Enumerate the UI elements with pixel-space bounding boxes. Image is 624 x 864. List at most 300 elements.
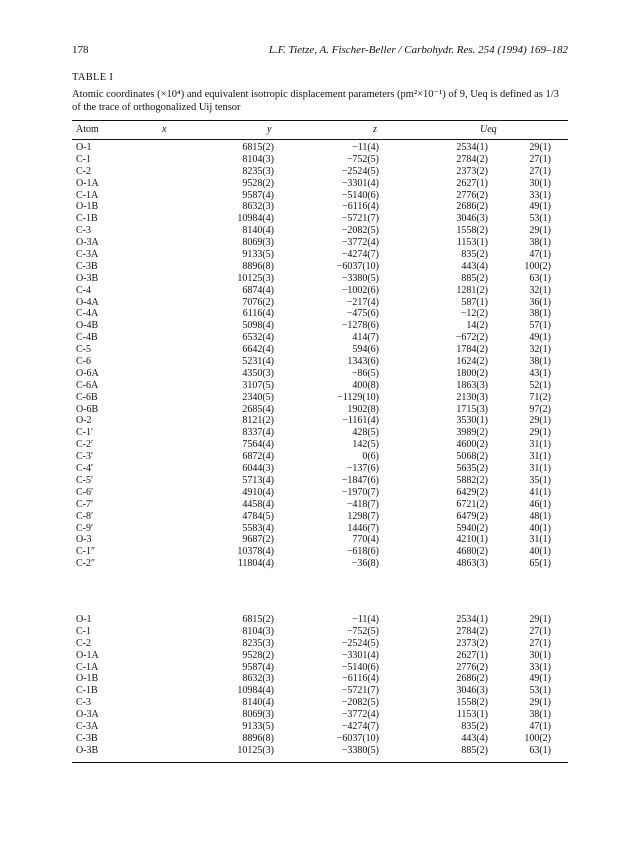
cell-y: −1002(6) (341, 284, 379, 296)
cell-atom: C-3′ (76, 451, 94, 463)
cell-atom: O-3B (76, 272, 99, 284)
cell-z: 5068(2) (456, 451, 488, 463)
cell-atom: C-6 (76, 356, 91, 368)
cell-z: 2686(2) (456, 201, 488, 213)
cell-atom: C-9′ (76, 522, 94, 534)
cell-x: 10125(3) (237, 272, 274, 284)
cell-x: 9133(5) (242, 721, 274, 733)
table-row (72, 523, 568, 535)
cell-ueq: 53(1) (529, 213, 551, 225)
cell-y: −3301(4) (341, 649, 379, 661)
table-label: TABLE I (72, 72, 114, 83)
table-row (72, 178, 568, 190)
journal-reference: L.F. Tietze, A. Fischer-Beller / Carbohydr. Res. 254 (1994) 169–182 (268, 44, 568, 56)
cell-x: 8896(8) (242, 732, 274, 744)
cell-y: −2524(5) (341, 637, 379, 649)
cell-atom: C-1B (76, 213, 98, 225)
cell-atom: C-5′ (76, 474, 94, 486)
cell-z: 2627(1) (456, 177, 488, 189)
cell-y: 400(8) (352, 379, 379, 391)
cell-y: −137(6) (346, 463, 379, 475)
table-row (72, 614, 568, 626)
cell-atom: C-1B (76, 685, 98, 697)
cell-atom: C-3 (76, 697, 91, 709)
cell-ueq: 32(1) (529, 284, 551, 296)
cell-ueq: 29(1) (529, 225, 551, 237)
cell-atom: O-3 (76, 534, 92, 546)
cell-ueq: 41(1) (529, 486, 551, 498)
cell-x: 8140(4) (242, 697, 274, 709)
cell-x: 5583(4) (242, 522, 274, 534)
cell-z: 1153(1) (456, 237, 488, 249)
table-body-section-1 (72, 142, 568, 570)
cell-z: 3989(2) (456, 427, 488, 439)
table-row (72, 662, 568, 674)
cell-ueq: 49(1) (529, 201, 551, 213)
cell-x: 6815(2) (242, 142, 274, 153)
cell-ueq: 30(1) (529, 177, 551, 189)
cell-ueq: 33(1) (529, 189, 551, 201)
table-row (72, 392, 568, 404)
cell-z: 5882(2) (456, 474, 488, 486)
table-row (72, 733, 568, 745)
table-row (72, 368, 568, 380)
cell-x: 4350(3) (242, 367, 274, 379)
cell-z: 3046(3) (456, 213, 488, 225)
cell-atom: C-6′ (76, 486, 94, 498)
cell-ueq: 63(1) (529, 744, 551, 756)
cell-atom: C-4′ (76, 463, 94, 475)
cell-atom: O-1A (76, 177, 99, 189)
table-row (72, 546, 568, 558)
cell-x: 5713(4) (242, 474, 274, 486)
cell-ueq: 43(1) (529, 367, 551, 379)
cell-atom: C-7′ (76, 498, 94, 510)
table-row (72, 190, 568, 202)
cell-z: 14(2) (466, 320, 488, 332)
cell-z: 835(2) (461, 721, 488, 733)
cell-x: 4458(4) (242, 498, 274, 510)
cell-z: 4210(1) (456, 534, 488, 546)
cell-ueq: 33(1) (529, 661, 551, 673)
cell-z: 3046(3) (456, 685, 488, 697)
cell-atom: C-2 (76, 637, 91, 649)
cell-y: −6037(10) (336, 732, 379, 744)
table-row (72, 709, 568, 721)
cell-atom: C-4 (76, 284, 91, 296)
cell-atom: C-1 (76, 625, 91, 637)
cell-z: 6721(2) (456, 498, 488, 510)
cell-z: −12(2) (460, 308, 488, 320)
cell-x: 9687(2) (242, 534, 274, 546)
table-row (72, 154, 568, 166)
cell-z: 1784(2) (456, 344, 488, 356)
cell-z: 4600(2) (456, 439, 488, 451)
table-bottom-rule (72, 762, 568, 763)
cell-x: 4910(4) (242, 486, 274, 498)
cell-atom: C-1A (76, 661, 99, 673)
cell-atom: C-1A (76, 189, 99, 201)
cell-ueq: 29(1) (529, 415, 551, 427)
cell-atom: O-1A (76, 649, 99, 661)
cell-ueq: 49(1) (529, 332, 551, 344)
cell-atom: C-1″ (76, 546, 96, 558)
cell-z: 5635(2) (456, 463, 488, 475)
table-row (72, 166, 568, 178)
table-row (72, 380, 568, 392)
table-row (72, 237, 568, 249)
cell-y: −2082(5) (341, 225, 379, 237)
cell-x: 8632(3) (242, 201, 274, 213)
cell-z: −672(2) (455, 332, 488, 344)
cell-ueq: 36(1) (529, 296, 551, 308)
cell-atom: C-2′ (76, 439, 94, 451)
cell-z: 835(2) (461, 249, 488, 261)
table-row (72, 499, 568, 511)
cell-y: −3380(5) (341, 272, 379, 284)
cell-ueq: 31(1) (529, 439, 551, 451)
cell-atom: C-6B (76, 391, 98, 403)
table-row (72, 511, 568, 523)
cell-ueq: 100(2) (524, 732, 551, 744)
cell-ueq: 38(1) (529, 237, 551, 249)
cell-x: 2340(5) (242, 391, 274, 403)
cell-ueq: 53(1) (529, 685, 551, 697)
cell-x: 8121(2) (242, 415, 274, 427)
cell-x: 6116(4) (242, 308, 274, 320)
cell-atom: C-3A (76, 249, 99, 261)
cell-ueq: 57(1) (529, 320, 551, 332)
cell-ueq: 40(1) (529, 522, 551, 534)
cell-x: 9587(4) (242, 189, 274, 201)
cell-x: 8104(3) (242, 625, 274, 637)
cell-x: 9528(2) (242, 649, 274, 661)
cell-y: −752(5) (346, 625, 379, 637)
cell-y: −86(5) (351, 367, 379, 379)
cell-ueq: 97(2) (529, 403, 551, 415)
cell-atom: O-4A (76, 296, 99, 308)
cell-atom: O-1B (76, 673, 99, 685)
table-caption: Atomic coordinates (×10⁴) and equivalent isotropic displacement parameters (pm²×10⁻¹) of 9, Ueq is defined as 1/3 of the trace of orthogonalized Uij tensor (72, 89, 559, 113)
cell-y: −217(4) (346, 296, 379, 308)
cell-x: 6642(4) (242, 344, 274, 356)
table-row (72, 439, 568, 451)
cell-ueq: 31(1) (529, 463, 551, 475)
table-row (72, 249, 568, 261)
cell-atom: C-2 (76, 165, 91, 177)
cell-x: 8235(3) (242, 637, 274, 649)
table-row (72, 427, 568, 439)
cell-y: −475(6) (346, 308, 379, 320)
cell-atom: C-3 (76, 225, 91, 237)
cell-y: 0(6) (362, 451, 379, 463)
cell-y: −5140(6) (341, 661, 379, 673)
cell-z: 1624(2) (456, 356, 488, 368)
table-row (72, 451, 568, 463)
cell-ueq: 31(1) (529, 451, 551, 463)
cell-x: 10984(4) (237, 213, 274, 225)
cell-atom: O-6B (76, 403, 99, 415)
cell-ueq: 35(1) (529, 474, 551, 486)
cell-atom: O-1 (76, 614, 92, 625)
table-row (72, 745, 568, 757)
cell-y: −11(4) (352, 614, 379, 625)
cell-z: 1715(3) (456, 403, 488, 415)
cell-x: 6874(4) (242, 284, 274, 296)
cell-z: 2686(2) (456, 673, 488, 685)
table-body-section-2 (72, 614, 568, 757)
cell-z: 443(4) (461, 260, 488, 272)
cell-y: −752(5) (346, 153, 379, 165)
cell-z: 885(2) (461, 272, 488, 284)
table-row (72, 475, 568, 487)
cell-atom: C-3B (76, 732, 98, 744)
cell-y: 142(5) (352, 439, 379, 451)
cell-y: −618(6) (346, 546, 379, 558)
cell-ueq: 29(1) (529, 427, 551, 439)
table-row (72, 308, 568, 320)
cell-ueq: 65(1) (529, 558, 551, 570)
table-row (72, 638, 568, 650)
cell-ueq: 32(1) (529, 344, 551, 356)
cell-z: 4680(2) (456, 546, 488, 558)
table-row (72, 685, 568, 697)
cell-atom: C-5 (76, 344, 91, 356)
cell-y: −3380(5) (341, 744, 379, 756)
cell-z: 2627(1) (456, 649, 488, 661)
cell-ueq: 49(1) (529, 673, 551, 685)
cell-z: 2534(1) (456, 614, 488, 625)
table-row (72, 261, 568, 273)
cell-ueq: 27(1) (529, 165, 551, 177)
column-header-atom: Atom (76, 124, 99, 135)
cell-x: 8069(3) (242, 709, 274, 721)
cell-y: −6116(4) (342, 201, 379, 213)
cell-ueq: 46(1) (529, 498, 551, 510)
cell-x: 7564(4) (242, 439, 274, 451)
cell-atom: C-3A (76, 721, 99, 733)
table-row (72, 320, 568, 332)
cell-y: −6116(4) (342, 673, 379, 685)
cell-y: −5140(6) (341, 189, 379, 201)
table-row (72, 201, 568, 213)
cell-z: 5940(2) (456, 522, 488, 534)
cell-atom: C-1 (76, 153, 91, 165)
cell-z: 1558(2) (456, 697, 488, 709)
table-row (72, 356, 568, 368)
cell-ueq: 71(2) (529, 391, 551, 403)
cell-x: 11804(4) (237, 558, 274, 570)
cell-z: 2373(2) (456, 165, 488, 177)
table-row (72, 463, 568, 475)
cell-x: 6815(2) (242, 614, 274, 625)
cell-y: −5721(7) (341, 213, 379, 225)
table-row (72, 650, 568, 662)
cell-y: −1161(4) (342, 415, 379, 427)
cell-ueq: 47(1) (529, 249, 551, 261)
cell-y: −2082(5) (341, 697, 379, 709)
table-row (72, 404, 568, 416)
cell-atom: C-4B (76, 332, 98, 344)
cell-atom: O-4B (76, 320, 99, 332)
cell-atom: O-3A (76, 709, 99, 721)
cell-z: 885(2) (461, 744, 488, 756)
cell-z: 2776(2) (456, 189, 488, 201)
table-header-rule (72, 139, 568, 140)
cell-z: 443(4) (461, 732, 488, 744)
table-row (72, 415, 568, 427)
cell-ueq: 40(1) (529, 546, 551, 558)
cell-z: 2776(2) (456, 661, 488, 673)
cell-x: 5231(4) (242, 356, 274, 368)
cell-x: 8104(3) (242, 153, 274, 165)
cell-y: −418(7) (346, 498, 379, 510)
cell-x: 10125(3) (237, 744, 274, 756)
cell-z: 1863(3) (456, 379, 488, 391)
cell-ueq: 48(1) (529, 510, 551, 522)
cell-z: 2373(2) (456, 637, 488, 649)
cell-atom: C-3B (76, 260, 98, 272)
cell-x: 2685(4) (242, 403, 274, 415)
cell-x: 6044(3) (242, 463, 274, 475)
cell-y: 1343(6) (347, 356, 379, 368)
cell-ueq: 38(1) (529, 356, 551, 368)
cell-z: 2534(1) (456, 142, 488, 153)
cell-z: 1800(2) (456, 367, 488, 379)
cell-ueq: 29(1) (529, 697, 551, 709)
cell-z: 1153(1) (456, 709, 488, 721)
cell-ueq: 52(1) (529, 379, 551, 391)
cell-atom: O-3B (76, 744, 99, 756)
cell-z: 6479(2) (456, 510, 488, 522)
cell-x: 8896(8) (242, 260, 274, 272)
cell-z: 1558(2) (456, 225, 488, 237)
cell-ueq: 38(1) (529, 709, 551, 721)
cell-atom: O-1B (76, 201, 99, 213)
cell-x: 10378(4) (237, 546, 274, 558)
cell-x: 9587(4) (242, 661, 274, 673)
table-row (72, 142, 568, 154)
cell-y: 594(6) (352, 344, 379, 356)
cell-atom: C-8′ (76, 510, 94, 522)
cell-x: 3107(5) (242, 379, 274, 391)
cell-ueq: 38(1) (529, 308, 551, 320)
column-header-y: y (267, 124, 272, 135)
cell-x: 4784(5) (242, 510, 274, 522)
cell-ueq: 27(1) (529, 637, 551, 649)
table-row (72, 297, 568, 309)
cell-y: −11(4) (352, 142, 379, 153)
cell-atom: C-6A (76, 379, 99, 391)
cell-y: −2524(5) (341, 165, 379, 177)
column-header-ueq: Ueq (480, 124, 497, 135)
cell-x: 8337(4) (242, 427, 274, 439)
table-row (72, 558, 568, 570)
table-row (72, 332, 568, 344)
cell-y: 414(7) (352, 332, 379, 344)
cell-ueq: 27(1) (529, 153, 551, 165)
cell-atom: O-3A (76, 237, 99, 249)
table-row (72, 721, 568, 733)
cell-ueq: 29(1) (529, 614, 551, 625)
cell-y: 1298(7) (347, 510, 379, 522)
table-row (72, 487, 568, 499)
cell-z: 4863(3) (456, 558, 488, 570)
table-row (72, 273, 568, 285)
table-row (72, 213, 568, 225)
cell-y: −3772(4) (341, 709, 379, 721)
cell-z: 1281(2) (456, 284, 488, 296)
cell-x: 9133(5) (242, 249, 274, 261)
cell-z: 3530(1) (456, 415, 488, 427)
table-row (72, 673, 568, 685)
column-header-z: z (373, 124, 377, 135)
cell-atom: O-1 (76, 142, 92, 153)
cell-y: −1847(6) (341, 474, 379, 486)
cell-atom: C-2″ (76, 558, 96, 570)
table-row (72, 285, 568, 297)
table-row (72, 534, 568, 546)
table-row (72, 225, 568, 237)
cell-ueq: 31(1) (529, 534, 551, 546)
cell-x: 8140(4) (242, 225, 274, 237)
cell-z: 2130(3) (456, 391, 488, 403)
cell-y: −36(8) (351, 558, 379, 570)
cell-y: −1129(10) (337, 391, 379, 403)
cell-x: 7076(2) (242, 296, 274, 308)
cell-x: 8069(3) (242, 237, 274, 249)
cell-y: −4274(7) (341, 721, 379, 733)
cell-ueq: 29(1) (529, 142, 551, 153)
cell-atom: C-1′ (76, 427, 94, 439)
cell-atom: O-2 (76, 415, 92, 427)
cell-y: −6037(10) (336, 260, 379, 272)
cell-y: 428(5) (352, 427, 379, 439)
column-header-x: x (162, 124, 167, 135)
cell-ueq: 27(1) (529, 625, 551, 637)
cell-z: 587(1) (461, 296, 488, 308)
cell-y: −5721(7) (341, 685, 379, 697)
cell-x: 10984(4) (237, 685, 274, 697)
cell-y: −1970(7) (341, 486, 379, 498)
cell-ueq: 47(1) (529, 721, 551, 733)
cell-y: 1902(8) (347, 403, 379, 415)
cell-x: 8235(3) (242, 165, 274, 177)
table-top-rule (72, 120, 568, 121)
cell-y: 770(4) (352, 534, 379, 546)
cell-y: −3772(4) (341, 237, 379, 249)
cell-x: 6872(4) (242, 451, 274, 463)
cell-y: −4274(7) (341, 249, 379, 261)
cell-atom: O-6A (76, 367, 99, 379)
cell-x: 9528(2) (242, 177, 274, 189)
table-row (72, 344, 568, 356)
cell-x: 6532(4) (242, 332, 274, 344)
cell-ueq: 30(1) (529, 649, 551, 661)
cell-atom: C-4A (76, 308, 99, 320)
page-number: 178 (72, 44, 89, 56)
cell-y: 1446(7) (347, 522, 379, 534)
cell-x: 5098(4) (242, 320, 274, 332)
table-row (72, 626, 568, 638)
table-row (72, 697, 568, 709)
cell-y: −3301(4) (341, 177, 379, 189)
cell-ueq: 63(1) (529, 272, 551, 284)
cell-ueq: 100(2) (524, 260, 551, 272)
cell-x: 8632(3) (242, 673, 274, 685)
cell-z: 6429(2) (456, 486, 488, 498)
cell-y: −1278(6) (341, 320, 379, 332)
